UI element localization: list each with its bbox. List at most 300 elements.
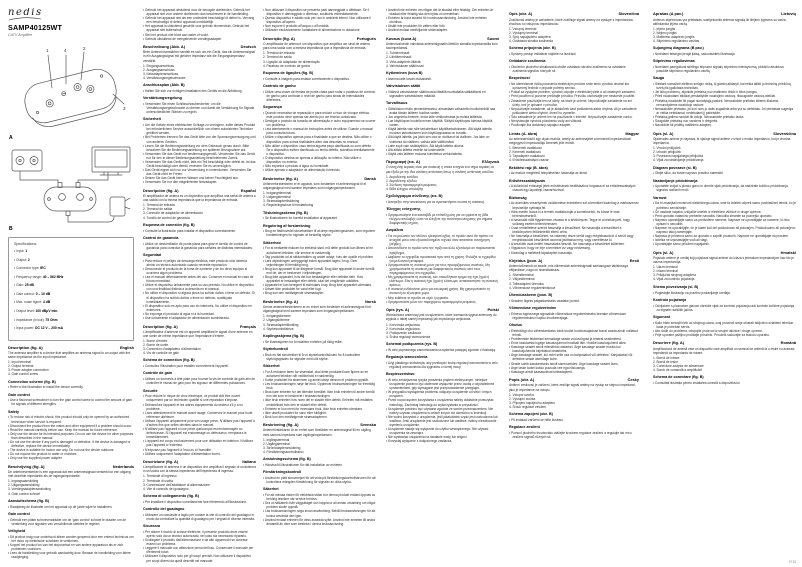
brand-block <box>8 8 134 38</box>
bullet-item: • Käytä vain laitteen mukana toimitettua verkkolaitetta. <box>386 151 463 156</box>
numbered-item: 3. Povezava napajalnega priključka <box>653 154 703 159</box>
specifications-title: Specifications: <box>14 241 38 246</box>
bullet-item: • Lisez attentivement le manuel avant usage. Conservez le manuel pour toute référence ultérieure. <box>143 410 253 419</box>
section-title: Beschrijving (fig. A) <box>8 463 45 469</box>
bullet-item: • Utilize uma chave de fendas de ponta chata para rodar o parafuso de controlo de ganho para controlar o nível de ganho para sinais de intensidades diferentes. <box>263 89 376 102</box>
bullet-item: • Use únicamente el adaptador de alimentación suministrado. <box>143 316 230 321</box>
bullet-item: • Använd endast enheten för dess avsedda syfte. Använd inte enheten till andra ändamål än dem som beskrivs i denna bruksanvisning. <box>263 517 376 526</box>
section-heading <box>653 131 796 136</box>
specifications-list <box>14 250 128 331</box>
bullet-item: • Naprave ne uporabljajte, če je kateri koli del poškodovan ali pokvarjen. Poškodovano ali pokvarjeno napravo takoj zamenjajte. <box>653 225 796 235</box>
bullet-item: • N'exposez pas l'appareil à l'eau ou à l'humidité. <box>143 447 212 452</box>
bullet-item: • Korzystaj wyłącznie z dołączonego zasilacza. <box>386 439 453 444</box>
subsection-heading: Verstärkungsregelung <box>143 96 182 101</box>
subsection-heading: Control de ganancia <box>143 235 179 240</box>
section-heading <box>386 36 499 41</box>
wall-outlet <box>12 150 42 171</box>
subsection-heading: Diagram povezave (sl. B) <box>653 165 697 170</box>
section-title: Kuvaus (kuva A) <box>386 35 417 41</box>
numbered-item: 4. Förstärkningskontrollskruv <box>263 449 304 454</box>
numbered-item: 4. Tornillo de control de ganancia <box>143 215 190 220</box>
spec-item: • Impedance (in/out): 75 Ohm <box>14 317 58 322</box>
bullet-item: • Utilizzare un cacciavite a taglio per ruotare la vite di controllo del guadagno in modo da controllare la quantità di guadagno per i segnali di diverse intensità. <box>143 512 255 521</box>
subsection-heading: Ovládanie zosilnenia <box>509 59 546 64</box>
section-title: Descrizione (fig. A) <box>143 459 179 465</box>
bullet-item: • Elektrilöögi ohu vähendamiseks tohib toodet hooldusvajaduse korral avada ainult volitatud tehnik. <box>509 328 638 337</box>
bullet-item: • Glejte sliko, da boste napravo pravilno namestili. <box>653 171 724 176</box>
bullet-item: • No utilice el dispositivo si alguna pieza ha sufrido daños o tiene un defecto. Si el dispositivo ha sufrido daños o tiene un defecto, sustitúyalo inmediatamente. <box>143 291 255 304</box>
description-paragraph: L'amplificatore di antenna è un dispositivo che amplifica il segnale di un'antenna in un'uscita con la stessa impedenza dell'impedenza di ingresso. <box>143 465 256 474</box>
cable-outlet-to-amplifier <box>20 171 58 183</box>
bullet-item: • Prieš naudodami atidžiai perskaitykite naudojimo vadovą. Išsaugokite vadovą ateičiai. <box>653 94 776 99</box>
bullet-item: • Bruk en flat skrutrekker til å vri styrkekontrollskruen for å kontrollere styrkingsgraden for signaler med ulik styrke. <box>263 352 361 361</box>
bullet-item: • Não exponha o produto à água ou humidade. <box>263 164 330 169</box>
numbered-item: 2. Terminal de salida <box>143 207 173 212</box>
bullet-item: • Älä altista laitetta vedelle tai kosteudelle. <box>386 147 446 152</box>
numbered-item: 4. Verstärkungsregelschraube <box>143 75 186 80</box>
section-heading <box>263 36 376 41</box>
subsection-heading: Schéma zapojení (obr. B) <box>509 412 553 417</box>
bullet-item: • Prietaisą naudokite tik pagal numatytąją paskirtį. Nenaudokite prietaiso kitiems tikslams, nenurodytiems naudotojo vadove. <box>653 98 780 107</box>
spec-item: • Output: 2 <box>14 257 30 262</box>
bullet-item: • Ärge kasutage seadet, kui mõni selle osa on kahjustatud või defektne. Kahjustatud või defektne seade asendage kohe. <box>509 353 633 362</box>
bullet-item: • Da bi zmanjšali nevarnost električnega udara, sme ta izdelek odpreti samo pooblaščeni tehnik, ko je potrebno servisiranje. <box>653 201 796 210</box>
bullet-item: • Utilizzare esclusivamente l'adattatore di alimentazione in dotazione. <box>263 28 361 33</box>
column-2 <box>143 8 256 563</box>
bullet-item: • Αποσυνδέστε το προϊόν από την πρίζα και άλλο εξοπλισμό αν παρουσιαστεί πρόβλημα. <box>386 246 495 255</box>
section-title: Beschreibung (Abb. A) <box>143 44 186 50</box>
product-title: SAMP40125WT <box>8 23 63 32</box>
section-heading <box>263 422 376 427</box>
bullet-item: • Prije uporabe pažljivo pročitajte priručnik. Priručnik sačuvajte za buduću uporabu. <box>653 332 770 337</box>
numbered-item: 3. Netzadapteranschluss <box>143 71 179 76</box>
subsection-heading: Schéma de connexion (fig. B) <box>143 358 195 363</box>
bullet-item: • Disconnect the product from the mains and other equipment if a problem should occur. <box>8 423 132 428</box>
bullet-item: • For at nedsætte risikoen for elektrisk stød, må dette produkt kun åbnes af en autoriseret tekniker, når service er nødvendig. <box>263 246 373 255</box>
bullet-item: • Leggere il manuale con attenzione prima dell'uso. Conservare il manuale per riferimenti futuri. <box>143 546 254 555</box>
spec-item: • Input power: DC 12 V – 200 mA <box>14 326 63 331</box>
subsection-heading: Veiligheid <box>8 528 26 533</box>
figure-a-label: A <box>9 134 13 141</box>
numbered-item: 1. Input terminal <box>8 360 31 365</box>
section-heading <box>263 299 376 304</box>
section-heading <box>143 44 256 49</box>
section-title: Opis (sl. A) <box>653 130 674 136</box>
section-title: Kirjeldus (joon. A) <box>509 258 543 264</box>
subsection-heading: Shema povezivanja (sl. B) <box>653 284 699 289</box>
power-adapter <box>110 197 125 216</box>
bullet-item: • Bei Problemen trennen Sie das Gerät bitte von der Spannungsversorgung und von anderen Geräten. <box>143 135 256 144</box>
section-heading <box>263 176 376 181</box>
bullet-item: • Urządzenie powinno być używane zgodnie ze swoim przeznaczeniem. Nie należy używać urządzenia w celach innych niż określono w instrukcji. <box>386 406 494 415</box>
subsection-heading: Έλεγχος ενίσχυσης <box>386 207 421 212</box>
bullet-item: • Utilice el dispositivo únicamente para su uso previsto. No utilice el dispositivo con una finalidad distinta a la descrita en el manual. <box>143 283 254 292</box>
language-label: Ελληνικά <box>482 159 499 165</box>
subsection-heading: Koplingsskjema (fig. B) <box>263 333 304 338</box>
bullet-item: • Nepoužívajte zariadenie, ak je akákoľvek časť poškodená alebo chybná. Ak je zariadenie poškodené alebo chybné, ihneď ho vymeňte. <box>509 106 637 115</box>
subsection-heading: Nastavljanje pridobivanja <box>653 178 698 183</box>
subsection-heading: Anslutningsschema (fig. B) <box>263 457 311 462</box>
subsection-heading: Ühendusskeem (joon. B) <box>509 292 553 297</box>
section-heading <box>653 340 796 345</box>
numbered-item: 3. Voedingsadapteraansluiting <box>8 487 51 492</box>
bullet-item: • Użyj płaskiego śrubokręta, aby przekręcić śrubę regulacji wzmocnienia w celu regulacji wzmocnienia dla sygnałów o różnej mocy. <box>386 360 498 369</box>
subsection-heading: Schemat podłączenia (rys. B) <box>386 342 438 347</box>
subsection-heading: Bekötési rajz (B. ábra) <box>509 165 548 170</box>
cable-adapter-to-amplifier <box>68 216 114 222</box>
description-paragraph: Ο ενισχυτής κεραίας είναι μια συσκευή η οποία ενισχύει ένα σήμα κεραίας σε μια έξοδο με την ίδια σύνθετη αντίσταση όπως η σύνθετη αντίσταση εισόδου. <box>386 165 495 174</box>
bullet-item: • Χρησιμοποιήστε ένα κατσαβίδι με επίπεδη μύτη για να γυρίσετε τη βίδα ελέγχου απολαβής ώστε να ελέγξετε την ποσότητα ενίσχυσης για σήματα διαφορετικής ισχύος. <box>386 212 493 226</box>
description-paragraph: Antennivahvistin vahvistaa antennisignaalin lähtöön samalla impedanssilla kuin tuloimpedanssi. <box>386 42 498 51</box>
subsection-heading: Säkerhet <box>263 487 279 492</box>
numbered-item: 2. Końcówka wyjściowa <box>386 326 420 331</box>
bullet-item: • Saugokite prietaisą nuo vandens ir drėgmės. <box>653 119 719 124</box>
language-label: Lietuvių <box>781 11 796 17</box>
bullet-item: • Se illustrationen for korrekt installation af apparatet. <box>263 216 338 221</box>
subsection-heading: Schema de conectare (fig. B) <box>653 375 704 380</box>
bullet-item: • Non esporre il prodotto all'acqua o all'umidità. <box>263 24 330 29</box>
bullet-item: • Brug kun apparatet til de tilsigtede formål. Brug ikke apparatet til andre formål end de, der er beskrevet i vejledningen. <box>263 266 375 275</box>
mount-hole <box>100 74 103 77</box>
numbered-item: 4. Šroub regulace zesílení <box>509 404 547 409</box>
numbered-item: 1. Inngangsklemme <box>263 314 291 319</box>
section-heading <box>509 377 639 382</box>
numbered-item: 3. Toiteadapteri ühendus <box>509 281 544 286</box>
bullet-item: • Če nastane napaka, izključite izdelek iz električne vtičnice in druge opreme. <box>653 209 762 214</box>
column-1 <box>8 8 134 563</box>
bullet-item: • Consultați ilustrația pentru instalarea corectă a dispozitivului. <box>653 381 741 386</box>
numbered-item: 1. Końcówka wejściowa <box>386 322 420 327</box>
section-title: Popis (obr. A) <box>509 377 535 383</box>
bullet-item: • Consulte a imagem para instalar corretamente o dispositivo. <box>263 76 350 81</box>
section-heading <box>653 11 796 16</box>
numbered-item: 2. Výstupní svorka <box>509 396 536 401</box>
bullet-item: • Používajte iba dodávaný napájací adaptér. <box>509 123 572 128</box>
bullet-item: • Lea el manual detenidamente antes del uso. Conserve el manual en caso de futura necesidad. <box>143 275 254 284</box>
numbered-item: 1. Terminal de entrada <box>143 203 175 208</box>
bullet-item: • Apparatet er kun beregnet til indendørs brug. Brug ikke apparatet udendørs. <box>263 283 373 288</box>
bullet-item: • Az áramütés veszélyének csökkentése érdekében ezt a terméket kizárólag a márkaszerviz képviselője nyithatja fel. <box>509 201 639 210</box>
subsection-heading: Bezpečnosť <box>509 76 531 81</box>
numbered-item: 1. Eingangsanschluss <box>143 63 175 68</box>
description-paragraph: Antenos stiprintuvas yra prietaisas, sustiprinantis antenos signalą iki išėjimo lygmens su varža, atitinkančia įėjimo varžą. <box>653 17 787 26</box>
bullet-item: • Uporabljajte samo priloženi napajalnik. <box>653 242 710 247</box>
bullet-item: • Norėdami pareguliuoti skirtingo stiprumo signalų stiprinimo intensyvumą, plokščiu atsuktuvu pasukite stiprinimo reguliavimo varžtą. <box>653 65 785 74</box>
numbered-item: 3. Σύνδεση προσαρμογέα ρεύματος <box>386 182 437 187</box>
section-title: Descriere (fig. A) <box>653 340 684 346</box>
bullet-item: • Bruk kun den medfølgende strømadapteren. <box>263 414 328 419</box>
numbered-item: 2. Išėjimo jungtis <box>653 30 677 35</box>
description-paragraph: O amplificador de antena é um dispositivo que amplifica um sinal de antena para uma saída com a mesma impedância que a impedância de entrada. <box>263 42 370 51</box>
bullet-item: • Verwenden Sie nur den mitgelieferten Netzadapter. <box>143 180 218 185</box>
bullet-item: • Przed rozpoczęciem korzystania z urządzenia należy dokładnie przeczytać instrukcję. Zachowaj instrukcję do wykorzystania w przyszłości. <box>386 398 494 407</box>
bullet-item: • Csak rendeltetése szerint használja a készüléket. Ne használja a készüléket a kézikönyvben feltüntetettől eltérő célra. <box>509 225 622 235</box>
bullet-item: • Ärge laske tootel kokku puutuda vee ega niiskusega. <box>509 365 586 370</box>
bullet-item: • Använd en platt skruvmejsel för att vrida på förstärkningskontrollskruven för att kontrollera mängden förstärkning för signaler av olika styrka. <box>263 475 376 485</box>
bullet-item: • Siekiant sumažinti elektros smūgio riziką, šį gaminį atidaryti, kai reikia atlikti jo techninę priežiūrą, turėtų tik įgaliotasis technikas. <box>653 82 792 91</box>
bullet-item: • Pred uporabo natančno preberite navodila. Navodila shranite za poznejšo uporabo. <box>653 213 773 218</box>
numbered-item: 1. Ulazni terminal <box>653 265 678 270</box>
numbered-item: 1. Sisendterminal <box>509 273 534 278</box>
numbered-item: 2. Kimeneti csatlakozó <box>509 150 541 155</box>
subsection-heading: Styrkekontroll <box>263 346 288 351</box>
bullet-item: • Utsätt inte produkten för vatten eller fukt. <box>386 24 446 29</box>
bullet-item: • Stel het product niet bloot aan water of vocht. <box>143 32 209 37</box>
subsection-heading: Sigurnost <box>653 314 671 319</box>
column-5 <box>509 8 639 563</box>
section-heading <box>509 131 639 136</box>
subsection-heading: Võimenduse reguleerimine <box>509 305 557 310</box>
subsection-heading: Tilslutningsskema (fig. B) <box>263 210 308 215</box>
numbered-item: 1. Bornă de intrare <box>653 355 680 360</box>
bullet-item: • Brug en fladhovedet skruetrækker til at dreje reguleringsskruen, som regulerer forstærkningen for signaler af forskellig styrke. <box>263 229 376 238</box>
bullet-item: • Enne kasutamist lugege kasutusjuhend hoolikalt läbi. Hoidke kasutusjuhend alles. <box>509 341 627 346</box>
subsection-heading: Kontrola pojačanja <box>653 297 687 302</box>
bullet-item: • Das Gerät eignet sich nur zur Verwendung in Innenräumen. Verwenden Sie das Gerät nicht im Freien. <box>143 168 252 177</box>
bullet-item: • Koppel het product los van het stopcontact en van andere apparatuur als er zich problemen voordoen. <box>8 542 124 551</box>
bullet-item: • Zariadenie používajte len na účely, na ktoré je určené. Nepoužívajte zariadenie na iné účely, než je opísané v príručke. <box>509 98 632 107</box>
bullet-item: • Norėdami teisingai įrengti įtaisą, vadovaukitės iliustracija. <box>653 52 736 57</box>
spec-item: • Output level: 100 dBμV min. <box>14 309 59 314</box>
bullet-item: • Only use the supplied power adapter. <box>8 456 63 461</box>
subsection-heading: Kytkeminen (kuva B) <box>386 70 423 75</box>
numbered-item: 3. Maitinimo adapterio jungtis <box>653 34 695 39</box>
bullet-item: • For å redusere faren for strømstøt, skal dette produktet bare åpnes av en autorisert tekniker når vedlikehold er nødvendig. <box>263 369 369 378</box>
bullet-item: • Les bruksanvisningen nøye før bruk. Oppbevar bruksanvisningen for fremtidig bruk. <box>263 382 375 391</box>
column-1-text <box>8 345 134 560</box>
language-label: English <box>119 344 134 350</box>
bullet-item: • Refer to the illustration to install the device correctly. <box>8 385 84 390</box>
bullet-item: • Do not expose the product to water or moisture. <box>8 452 78 457</box>
numbered-item: 3. Ligação do adaptador de alimentação <box>263 59 320 64</box>
bullet-item: • Utilize apenas o adaptador de alimentação fornecido. <box>263 168 341 173</box>
subsection-heading: Schéma pripojenia (obr. B) <box>509 46 556 51</box>
language-label: Slovenščina <box>773 130 796 136</box>
bullet-item: • Uporabite izvijač s plosko glavo in obrnite vijak pridobivanja, da nadzirate količino pridobivanja signalov različnih moči. <box>653 184 788 193</box>
subsection-heading: Varnost <box>653 195 667 200</box>
numbered-item: 1. Įėjimo jungtis <box>653 26 676 31</box>
numbered-item: 1. Ακροδέκτης εισόδου <box>386 174 419 179</box>
bullet-item: • El dispositivo sólo es apto para uso en interiores. No utilice el dispositivo en exteriores. <box>143 303 252 312</box>
subsection-heading: Safety <box>8 409 20 414</box>
bullet-item: • Prietaisą galima naudoti tik viduje. Nenaudokite prietaiso lauke. <box>653 114 745 119</box>
language-label: Polski <box>487 307 499 313</box>
bullet-item: • Scollegare il prodotto dall'alimentazione e da altri apparecchi se dovesse esserci un problema. <box>143 538 248 547</box>
bullet-item: • The device is suitable for indoor use only. Do not use the device outdoors. <box>8 448 115 453</box>
numbered-item: 2. Udgangsterminal <box>263 195 291 200</box>
bullet-item: • To reduce risk of electric shock, this product should only be opened by an authorized technician when service is required. <box>8 415 130 424</box>
bullet-item: • Διαβάστε το εγχειρίδιο προσεκτικά πριν από τη χρήση. Φυλάξτε το εγχειρίδιο για μελλοντική αναφορά. <box>386 254 496 263</box>
input-connector <box>45 99 54 108</box>
bullet-item: • Gebruik het apparaat niet als een onderdeel beschadigd of defect is. Vervang een beschadigd of defect apparaat onmiddellijk. <box>143 16 255 25</box>
language-label: Norsk <box>364 298 376 304</box>
bullet-item: • Kasutage seadet ainult ettenähtud otstarbel. Ärge kasutage seadet muuks kui kasutusjuhendis kirjeldatud otstarbeks. <box>509 345 621 354</box>
numbered-item: 4. Parafuso de controlo de ganho <box>263 63 311 68</box>
bullet-item: • Pogledajte ilustraciju za pravilno postavljanje uređaja. <box>653 290 731 295</box>
numbered-item: 3. Tápadapter csatlakozó <box>509 154 545 159</box>
numbered-item: 3. Strømadaptertilslutning <box>263 199 300 204</box>
bullet-item: • Älä käytä laitetta, jos jokin sen osa on vioittunut tai viallinen. Jos laite on vioittunut tai viallinen, vaihda laite välittömästi. <box>386 135 490 144</box>
bullet-item: • Ανατρέξτε στην απεικόνιση για να εγκαταστήσετε σωστά τη συσκευή. <box>386 199 485 204</box>
bullet-item: • Brug ikke apparatet, hvis det har beskadigede eller defekte dele. Hvis apparatet er beskadiget eller defekt, skal det omgående udskiftes. <box>263 275 363 284</box>
bullet-item: • W celu poprawnego zamontowania urządzenia postępuj zgodnie z ilustracją. <box>386 347 496 352</box>
bullet-item: • Verwenden Sie einen Schlitzschraubendreher, um die Verstärkungsregelschraube zu drehen und damit die Verstärkung für Signale unterschiedlicher Stärken zu regeln. <box>143 101 255 115</box>
description-paragraph: Wzmacniacz antenowy jest urządzeniem, które wzmacnia sygnał antenowy do wyjścia o takiej samej impedancji jak impedancja wejściowa. <box>386 313 497 322</box>
numbered-item: 3. Power adapter connection <box>8 368 49 373</box>
subsection-heading: Seguridad <box>143 252 162 257</box>
section-title: Aprašas (A pav.) <box>653 11 684 17</box>
bullet-item: • Χρησιμοποιείτε μόνο τον παρεχόμενο προσαρμογέα ρεύματος. <box>386 299 477 304</box>
numbered-item: 4. Gain control schroef <box>8 491 41 496</box>
bullet-item: • Nie wystawiać urządzenia na działanie wody lub wilgoci. <box>386 435 468 440</box>
numbered-item: 4. Erősítésszabályzó csavar <box>509 158 549 163</box>
section-title: Beskrivelse (fig. A) <box>263 298 298 304</box>
bullet-item: • Per installare il dispositivo correttamente fare riferimento all'illustrazione. <box>143 499 247 504</box>
bullet-item: • A használat előtt figyelmesen olvassa el a kézikönyvet. Tegye el a kézikönyvet, hogy szükség esetén belenézhessen. <box>509 217 630 226</box>
section-heading <box>8 464 134 469</box>
subsection-heading: Esquema de ligações (fig. B) <box>263 70 314 75</box>
bullet-item: • Pokiaľ sa vyskytne problém, výrobok odpojte z elektrickej siete a od ostatných zariadení. <box>509 90 636 95</box>
description-paragraph: De antenneversterker is een apparaat dat een antennesignaal versterkt tot een uitgang met dezelfde impedantie als de ingangsimpedantie. <box>8 470 131 479</box>
bullet-item: • Probleemide tekkimisel eemaldage seade vooluvõrgust ja teistest seadmetest. <box>509 337 622 341</box>
numbered-item: 3. Connexion d'adaptateur d'alimentation <box>143 347 201 352</box>
numbered-item: 4. Reguleringsskrue til forstærkning <box>263 203 314 208</box>
bullet-item: • Brug kun den medfølgende strømadapter. <box>263 291 325 296</box>
subsection-heading: Biztonság <box>509 195 527 200</box>
numbered-item: 3. Strömadapteranslutning <box>263 445 301 450</box>
bullet-item: • A készülék csak beltéri használatra készült. Ne használja a készüléket kültérben. <box>509 242 625 247</box>
output-connector-1 <box>73 83 82 92</box>
bullet-item: • Na obmedzenie rizika poranenia elektrickým prúdom smie tento výrobok otvárať iba oprávnený technik v prípade potreby servisu. <box>509 82 629 91</box>
numbered-item: 2. Izlazni terminal <box>653 269 678 274</box>
language-label: Suomi <box>487 35 499 41</box>
column-3 <box>263 8 376 563</box>
bullet-item: • Hiba esetén húzza ki a termék csatlakozóját a konnektorból, és kösse le más berendezésekről. <box>509 209 620 218</box>
bullet-item: • Enheten er kun ment for innendørs bruk. Ikke bruk enheten utendørs. <box>263 406 363 411</box>
numbered-item: 3. Connessione dell'adattatore di alimentazione <box>143 482 210 487</box>
bullet-item: • Não utilize o dispositivo caso tenha alguma peça danificada ou com defeito. Se o dispositivo estiver danificado ou tenha defeito, substitua imediatamente o dispositivo. <box>263 143 375 156</box>
subsection-heading: Ohutus <box>509 323 522 328</box>
bullet-item: • Lue käyttöopas huolella ennen käyttöä. Säilytä käyttöopas tulevaa käyttöä varten. <box>386 119 493 128</box>
figure-a-device-drawing <box>8 42 134 134</box>
numbered-item: 2. Väljundterminal <box>509 277 535 282</box>
description-paragraph: Zosilňovač antény je zariadenie, ktoré zosilňuje signál antény na výstupe s impedanciou zhodnou so vstupnou impedanciou. <box>509 17 634 26</box>
section-title: Descripción (fig. A) <box>143 187 179 193</box>
bullet-item: • Sähköiskun riskin pienentämiseksi, ainoastaan valtuutettu huoltohenkilö saa avata tämän laitteen huoltoa varten. <box>386 106 496 115</box>
bullet-item: • Gebruik een platte schroevendraaier om de 'gain control' schroef te draaien om de versterking voor signalen van verschillende sterktes te regelen. <box>8 517 127 526</box>
numbered-item: 3. Podłączenie zasilacza <box>386 330 421 335</box>
tv <box>92 147 130 172</box>
bullet-item: • Läs bruksanvisningen noga innan användning. Behåll bruksanvisningen för att kunna använda den igen. <box>263 509 376 518</box>
numbered-item: 2. Izhodni priključek <box>653 150 681 155</box>
bullet-item: • Kako biste smanjili rizik od strujnog udara, ovaj proizvod smije otvarati isključivo ovlašteni tehničar kada je potreban servis. <box>653 320 794 329</box>
bullet-item: • Pred použitím si pozorne prečítajte príručku. Príručku uschovajte pre neskoršie použitie. <box>509 94 636 99</box>
subsection-heading: Sécurité <box>143 388 158 393</box>
numbered-item: 2. Terminal de saída <box>263 55 292 60</box>
bullet-item: • Se illustrasjonen for å installere enheten på riktig måte. <box>263 339 343 344</box>
subsection-heading: Regulacja wzmocnienia <box>386 355 428 360</box>
bullet-item: • Ikke bruk enheten hvis noen del er skadet eller defekt. Enheten må erstattes umiddelbart hvis den er skadet eller defekt. <box>263 398 373 407</box>
bullet-item: • Väännä vahvistuksen säätöruuvia litteällä ruuvitaltalla säätääksesi eri signaalien vahvistuksen määrää. <box>386 89 486 98</box>
description-paragraph: L'amplificateur d'antenne est un appareil amplifiant le signal d'une antenne en une sortie de même impédance que l'impédance d'entrée. <box>143 329 253 338</box>
bullet-item: • Μην εκθέτετε το προϊόν σε νερό ή υγρασία. <box>386 295 449 300</box>
subsection-heading: Aansluitschema (fig. B) <box>8 498 49 503</box>
bullet-item: • Για να μειώσετε τον κίνδυνο ηλεκτροπληξίας, το προϊόν αυτό θα πρέπει να ανοιχθεί μόνο από εξουσιοδοτημένο τεχνικό όταν απαιτείται συντήρηση (σέρβις). <box>386 234 493 247</box>
subsection-heading: Stiprinimo reguliavimas <box>653 59 695 64</box>
spec-item: • Max. noise figure: 4 dB <box>14 300 51 305</box>
section-heading <box>143 459 256 464</box>
numbered-item: 2. Borne de sortie <box>143 342 169 347</box>
description-paragraph: Antennivõimendi on seade, mis võimendab antennisignaali samasuguse takistusega väljundisse, nagu on sisendtakistus. <box>509 264 628 273</box>
description-paragraph: El amplificador de antena es un dispositivo que amplifica una señal de antena a una salida con la misma impedancia que la impedancia de entrada. <box>143 194 256 203</box>
bullet-item: • Udsæt ikke produktet for vand eller fugt. <box>263 287 322 292</box>
language-label: Svenska <box>360 422 376 428</box>
language-label: Eesti <box>629 258 639 264</box>
numbered-item: 1. Terminale di ingresso <box>143 474 177 479</box>
language-label: Nederlands <box>112 463 134 469</box>
spec-item: • Gain control: 0 – 10 dB <box>14 291 51 296</box>
bullet-item: • Nie wolno korzystać z urządzenia, jeśli jakakolwiek część jest uszkodzona lub wadliwa. Jeśli urządzenie jest uszkodzone lub wadliwe, należy niezwłocznie wymienić urządzenie. <box>386 414 498 427</box>
numbered-item: 3. Strømadaptertilkobling <box>263 322 299 327</box>
bullet-item: • Utilisez l'appareil uniquement pour son usage prévu. N'utilisez pas l'appareil à d'autres fins que celles décrites dans le manuel. <box>143 418 255 427</box>
section-title: Leírás (A. ábra) <box>509 130 538 136</box>
numbered-item: 4. Vijak za nastavljanje pridobivanja <box>653 158 704 163</box>
bullet-item: • O dispositivo destina-se apenas a utilização no interior. Não utilize o dispositivo no exterior. <box>263 155 362 164</box>
subsection-heading: Gain control <box>8 511 30 516</box>
numbered-item: 4. Vijak za kontrolu pojačanja <box>653 277 695 282</box>
description-paragraph: The antenna amplifier is a device that amplifies an antenna signal to an output with the same impedance as the input impedance. <box>8 350 131 359</box>
bullet-item: • Utilisez uniquement l'adaptateur d'alimentation fourni. <box>143 451 221 456</box>
bullet-item: • Hänvisa till illustrationen för rätt installation av enheten. <box>263 462 343 467</box>
numbered-item: 2. Utgangsklemme <box>263 318 290 323</box>
numbered-item: 2. Output terminal <box>8 364 34 369</box>
bullet-item: • Read the manual carefully before use. Keep the manual for future reference. <box>8 427 118 432</box>
bullet-item: • Μη χρησιμοποιείτε τη συσκευή, εάν οποιοδήποτε τμήμα της έχει ζημιά ή ελάττωμα. Εάν η συσκευή έχει ζημιά ή ελάττωμα, αντικαταστήστε τη συσκευή αμέσως. <box>386 275 498 288</box>
numbered-item: 1. Vhodni priključek <box>653 145 681 150</box>
numbered-item: 1. Tuloterminaali <box>386 51 410 56</box>
numbered-item: 1. Ingångsterminal <box>263 437 290 442</box>
numbered-item: 4. Șurub de comandă a amplificării <box>653 368 703 373</box>
numbered-item: 4. Vahvistuksen säätöruuvi <box>386 63 424 68</box>
subsection-heading: Anschlussplan (Abb. B) <box>143 83 185 88</box>
bullet-item: • Enheten är bara avsedd för inomhusanvändning. Använd inte enheten utomhus. <box>386 16 487 25</box>
figure-b-connection-scheme <box>8 145 134 225</box>
language-label: Dansk <box>364 175 376 181</box>
bullet-item: • Verwenden Sie das Gerät nur bestimmungsgemäß. Verwenden Sie das Gerät nur für den in dieser Bedienungsanleitung beschriebenen Zweck. <box>143 151 255 160</box>
section-title: Beskrivning (fig. A) <box>263 422 299 428</box>
language-label: Español <box>240 187 256 193</box>
bullet-item: • Læs vejledningen omhyggeligt inden apparatet tages i brug. Gem vejledningen til fremtidig brug. <box>263 258 358 267</box>
bullet-item: • Kizárólag a mellékelt tápadaptert használja. <box>509 250 573 255</box>
bullet-item: • För att minska risken för elektriska stötar bör denna produkt endast öppnas av behörig tekniker när service behövs. <box>263 493 376 502</box>
bullet-item: • Desconecte el producto de la toma de corriente y de los otros equipos si ocurriera algún problema. <box>143 266 248 275</box>
subsection-heading: Gain control <box>8 392 30 397</box>
bullet-item: • Tag produktet ud af stikkontakten og andet udstyr, hvis der opstår et problem. <box>263 254 374 259</box>
description-paragraph: Ojačevalec antene je naprava, ki ojačuje signal antene v izhod z enako impedanco, kot je vhodna impedanca. <box>653 136 791 145</box>
bullet-item: • Při instalaci zařízení se řiďte ilustrací. <box>509 417 564 422</box>
numbered-item: 3. Virta-adapterin liitäntä <box>386 59 421 64</box>
amplifier-body <box>44 187 96 211</box>
bullet-item: • Naudokite tik pridėtą maitinimo adapterį. <box>653 123 712 128</box>
mount-hole <box>36 111 39 114</box>
bullet-item: • Consultez l'illustration pour installer correctement l'appareil. <box>143 364 229 369</box>
section-title: Beskrivelse (fig. A) <box>263 175 298 181</box>
cable-tv-to-amplifier <box>78 172 108 183</box>
section-heading <box>143 324 256 329</box>
section-title: Description (fig. A) <box>143 323 178 329</box>
figure-b-label: B <box>9 226 13 233</box>
bullet-item: • Para reducir el peligro de descarga eléctrica, este producto sólo debería abrirlo un técnico autorizado cuando necesite reparación. <box>143 258 247 267</box>
